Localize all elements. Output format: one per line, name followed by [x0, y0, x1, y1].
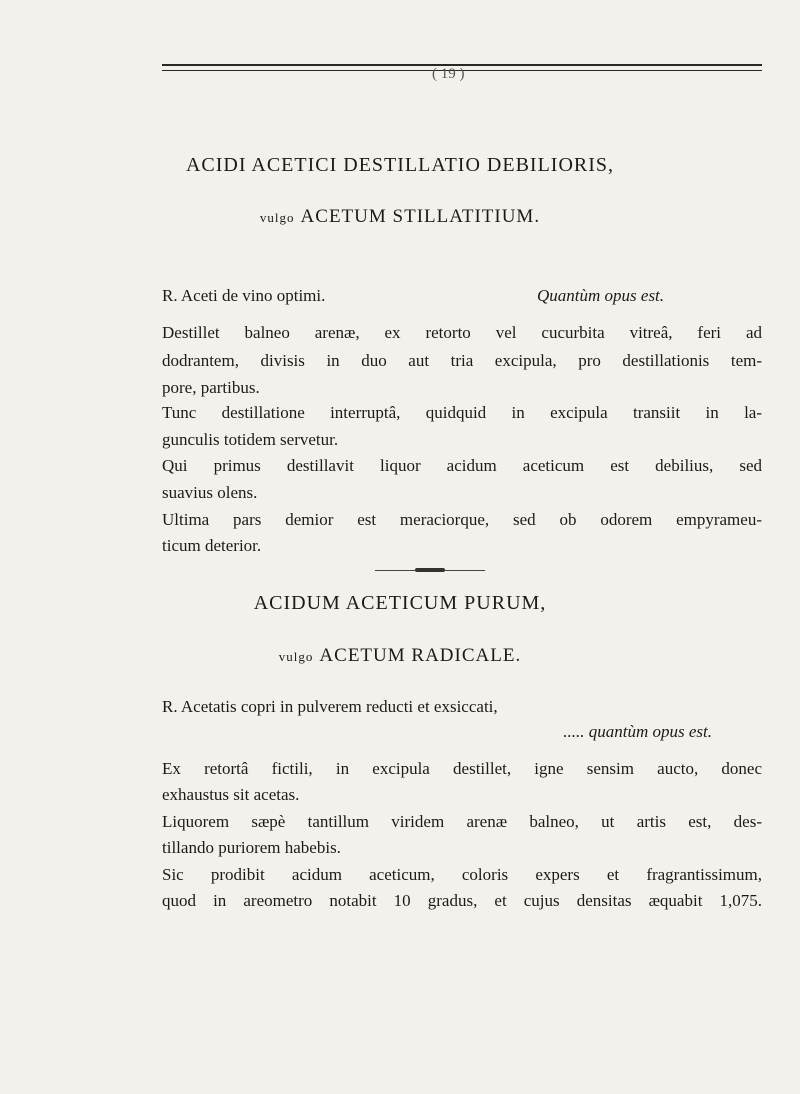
section1-recipe-left: R. Aceti de vino optimi.	[162, 286, 326, 305]
section2-subtitle: ACETUM RADICALE.	[319, 645, 522, 666]
paragraph-line: Sic prodibit acidum aceticum, coloris expers et fragrantissimum,	[162, 865, 762, 884]
section1-title: ACIDI ACETICI DESTILLATIO DEBILIORIS,	[185, 154, 615, 176]
paragraph-line: suavius olens.	[162, 483, 258, 502]
section2-subtitle-line	[0, 645, 800, 667]
paragraph-line: Ex retortâ fictili, in excipula destillet, igne sensim aucto, donec	[162, 759, 762, 778]
section1-subtitle: ACETUM STILLATITIUM.	[300, 206, 541, 227]
paragraph-line: Qui primus destillavit liquor acidum aceticum est debilius, sed	[162, 456, 762, 475]
paragraph-line: dodrantem, divisis in duo aut tria excipula, pro destillationis tem-	[162, 351, 762, 370]
paragraph-line: Tunc destillatione interruptâ, quidquid in excipula transiit in la-	[162, 403, 762, 422]
paragraph-line: gunculis totidem servetur.	[162, 430, 339, 449]
paragraph-line: Destillet balneo arenæ, ex retorto vel cucurbita vitreâ, feri ad	[162, 323, 762, 342]
paragraph-line: ticum deterior.	[162, 536, 262, 555]
section1-recipe	[162, 286, 762, 306]
page-number: ( 19 )	[432, 66, 465, 82]
section2-vulgo: vulgo	[278, 649, 314, 664]
bleed-through-text	[150, 88, 790, 121]
section-separator	[375, 570, 485, 575]
section1-recipe-right: Quantùm opus est.	[537, 286, 665, 305]
section1-vulgo: vulgo	[259, 210, 295, 225]
paragraph-line: quod in areometro notabit 10 gradus, et cujus densitas æquabit 1,075.	[162, 891, 762, 910]
paragraph-line: exhaustus sit acetas.	[162, 785, 300, 804]
section2-recipe-left: R. Acetatis copri in pulverem reducti et exsiccati,	[162, 697, 498, 716]
section1-subtitle-line	[0, 206, 800, 228]
section2-recipe-right: ..... quantùm opus est.	[563, 722, 712, 741]
paragraph-line: Liquorem sæpè tantillum viridem arenæ balneo, ut artis est, des-	[162, 812, 762, 831]
paragraph-line: pore, partibus.	[162, 378, 260, 397]
section2-title: ACIDUM ACETICUM PURUM,	[253, 592, 547, 614]
paragraph-line: tillando puriorem habebis.	[162, 838, 341, 857]
paragraph-line: Ultima pars demior est meraciorque, sed ob odorem empyrameu-	[162, 510, 762, 529]
